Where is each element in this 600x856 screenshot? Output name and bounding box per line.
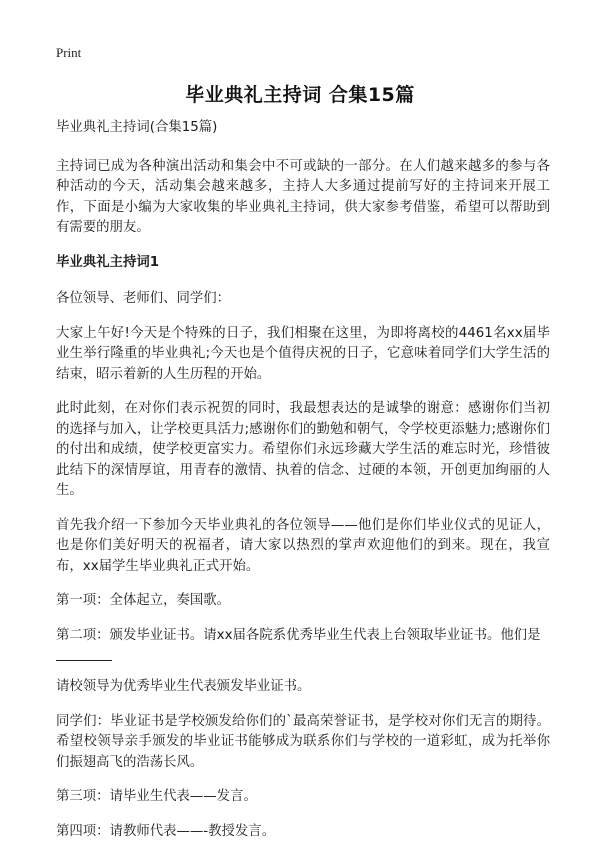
program-item: 第四项：请教师代表——-教授发言。	[56, 823, 276, 839]
greeting-line: 各位领导、老师们、同学们：	[56, 291, 231, 306]
program-item: 第三项：请毕业生代表——发言。	[56, 789, 257, 804]
paragraph: 大家上午好!今天是个特殊的日子，我们相聚在这里，为即将离校的4461名xx届毕业生举行隆重的毕业典礼;今天也是个值得庆祝的日子，它意味着同学们大学生活的结束，昭示着新的人生历程的开始。	[56, 325, 550, 382]
intro-paragraph: 主持词已成为各种演出活动和集会中不可或缺的一部分。在人们越来越多的参与各种活动的今天，活动集会越来越多，主持人大多通过提前写好的主持词来开展工作，下面是小编为大家收集的毕业典礼主持词，供大家参考借鉴，希望可以帮助到有需要的朋友。	[56, 158, 550, 235]
paragraph: 首先我介绍一下参加今天毕业典礼的各位领导——他们是你们毕业仪式的见证人，也是你们美好明天的祝福者，请大家以热烈的掌声欢迎他们的到来。现在，我宣布，xx届学生毕业典礼正式开始。	[56, 517, 550, 574]
program-item: 第二项：颁发毕业证书。请xx届各院系优秀毕业生代表上台领取毕业证书。他们是	[56, 627, 541, 643]
fill-in-blank-line	[56, 660, 112, 661]
print-label: Print	[56, 45, 82, 60]
paragraph: 同学们：毕业证书是学校颁发给你们的`最高荣誉证书，是学校对你们无言的期待。希望校领导亲手颁发的毕业证书能够成为联系你们与学校的一道彩虹，成为托举你们振翅高飞的浩荡长风。	[56, 713, 550, 770]
section-heading: 毕业典礼主持词1	[56, 254, 160, 270]
document-body	[56, 118, 550, 856]
document-title: 毕业典礼主持词 合集15篇	[185, 84, 415, 106]
program-item: 第一项：全体起立，奏国歌。	[56, 593, 231, 608]
document-subtitle: 毕业典礼主持词(合集15篇)	[56, 120, 218, 135]
paragraph: 此时此刻，在对你们表示祝贺的同时，我最想表达的是诚挚的谢意：感谢你们当初的选择与加入，让学校更具活力;感谢你们的勤勉和朝气，令学校更添魅力;感谢你们的付出和成绩，使学校更富实力。希望你们永远珍藏大学生活的难忘时光，珍惜彼此结下的深情厚谊，用青春的激情、执着的信念、过硬的本领，开创更加绚丽的人生。	[56, 401, 550, 498]
paragraph: 请校领导为优秀毕业生代表颁发毕业证书。	[56, 679, 311, 694]
